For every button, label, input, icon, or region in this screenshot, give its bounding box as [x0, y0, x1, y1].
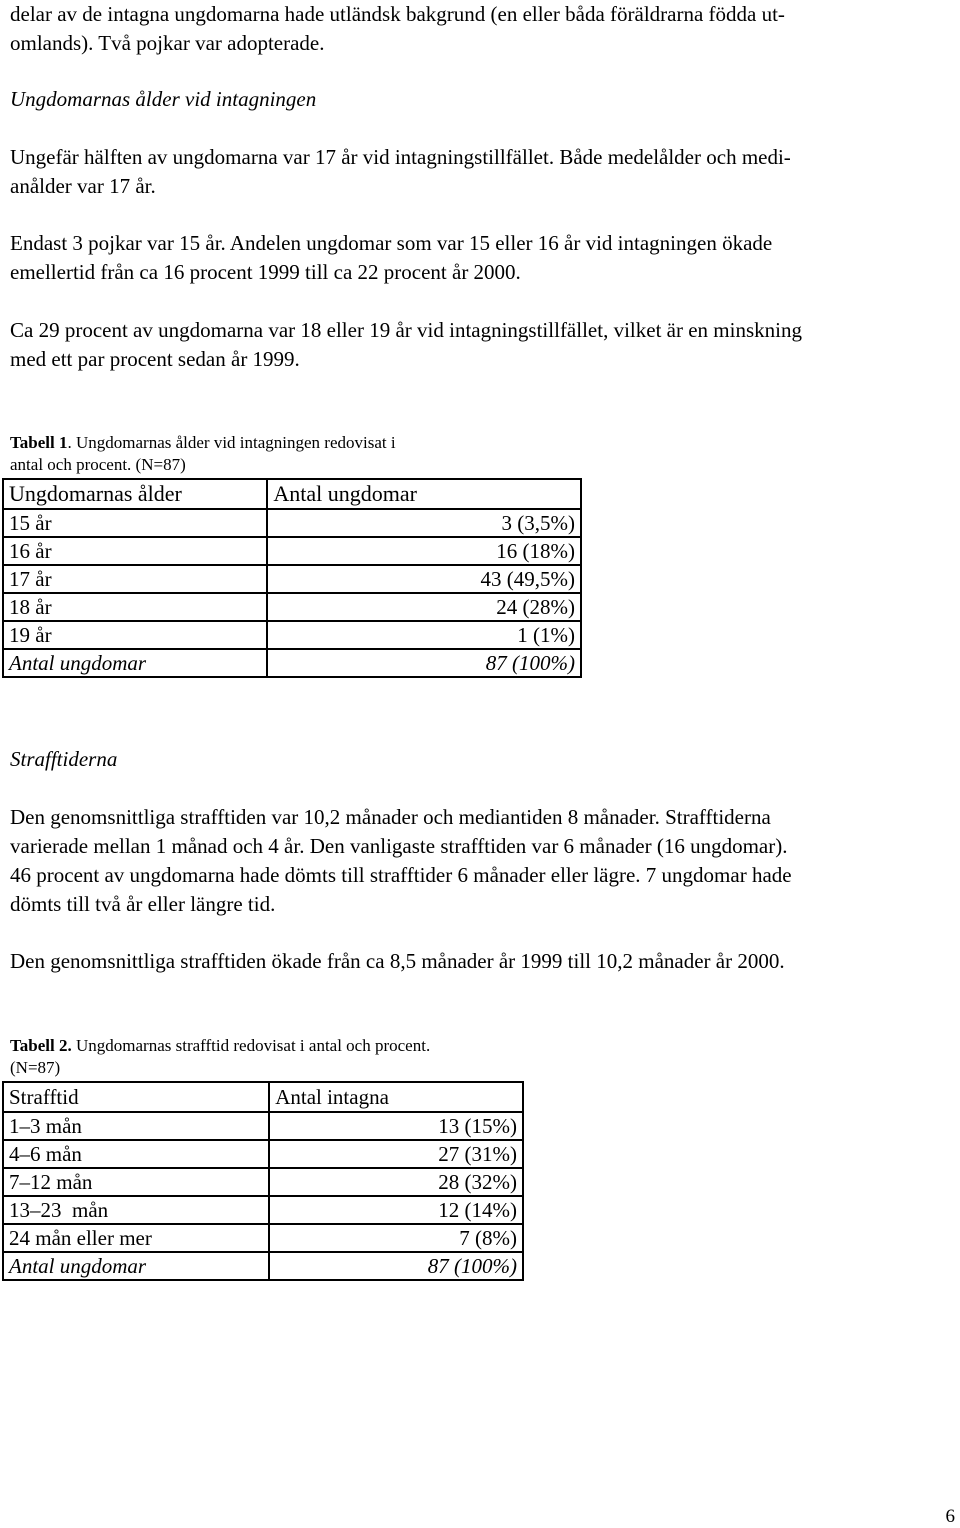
section-time-heading [10, 745, 955, 774]
column-header: Antal intagna [269, 1082, 523, 1112]
intro-paragraph [10, 0, 955, 58]
age-table [2, 478, 582, 678]
sentence-table [2, 1081, 524, 1281]
table-row [3, 509, 581, 537]
time-paragraph-2 [10, 947, 955, 976]
table-cell: 7 (8%) [269, 1224, 523, 1252]
age-paragraph-2 [10, 229, 955, 287]
table-cell: 16 år [3, 537, 267, 565]
table-row [3, 1196, 523, 1224]
caption-text: . Ungdomarnas ålder vid intagningen redovisat i [67, 433, 396, 452]
table-cell: Antal ungdomar [3, 1252, 269, 1280]
table-cell: 28 (32%) [269, 1168, 523, 1196]
text-line: emellertid från ca 16 procent 1999 till ca 22 procent år 2000. [10, 260, 521, 284]
intro-line-2: omlands). Två pojkar var adopterade. [10, 31, 325, 55]
intro-line-1: delar av de intagna ungdomarna hade utländsk bakgrund (en eller båda föräldrarna födda ut- [10, 2, 785, 26]
table-row [3, 1140, 523, 1168]
table-cell: 12 (14%) [269, 1196, 523, 1224]
text-line: dömts till två år eller längre tid. [10, 892, 276, 916]
table-cell: 7–12 mån [3, 1168, 269, 1196]
table-cell: 15 år [3, 509, 267, 537]
text-line: Ungefär hälften av ungdomarna var 17 år vid intagningstillfället. Både medelålder och medi- [10, 145, 791, 169]
caption-label: Tabell 1 [10, 433, 68, 452]
column-header: Ungdomarnas ålder [3, 479, 267, 509]
text-line: Ca 29 procent av ungdomarna var 18 eller 19 år vid intagningstillfället, vilket är en minskning [10, 318, 802, 342]
table2-caption [10, 1035, 955, 1079]
table-row [3, 565, 581, 593]
text-line: 46 procent av ungdomarna hade dömts till strafftider 6 månader eller lägre. 7 ungdomar hade [10, 863, 792, 887]
table-cell: 1–3 mån [3, 1112, 269, 1140]
text-line: Den genomsnittliga strafftiden ökade från ca 8,5 månader år 1999 till 10,2 månader år 2000. [10, 949, 785, 973]
table-cell: 24 (28%) [267, 593, 581, 621]
table-cell: 13–23 mån [3, 1196, 269, 1224]
section-age-heading [10, 85, 955, 114]
table-cell: 43 (49,5%) [267, 565, 581, 593]
table-row [3, 1112, 523, 1140]
table-cell: 4–6 mån [3, 1140, 269, 1168]
text-line: anålder var 17 år. [10, 174, 156, 198]
table-total-row [3, 649, 581, 677]
caption-text: (N=87) [10, 1058, 61, 1077]
table1-caption [10, 432, 955, 476]
table-cell: 19 år [3, 621, 267, 649]
caption-text: Ungdomarnas strafftid redovisat i antal och procent. [71, 1036, 431, 1055]
table-cell: 13 (15%) [269, 1112, 523, 1140]
column-header: Antal ungdomar [267, 479, 581, 509]
age-paragraph-1 [10, 143, 955, 201]
table-cell: 1 (1%) [267, 621, 581, 649]
table-cell: 18 år [3, 593, 267, 621]
table-cell: 3 (3,5%) [267, 509, 581, 537]
table-cell: 87 (100%) [267, 649, 581, 677]
section-heading: Ungdomarnas ålder vid intagningen [10, 87, 317, 111]
text-line: varierade mellan 1 månad och 4 år. Den vanligaste strafftiden var 6 månader (16 ungdomar). [10, 834, 788, 858]
column-header: Strafftid [3, 1082, 269, 1112]
table-row [3, 593, 581, 621]
table-header-row [3, 1082, 523, 1112]
time-paragraph-1 [10, 803, 955, 919]
table-cell: 17 år [3, 565, 267, 593]
section-heading: Strafftiderna [10, 747, 118, 771]
page-number: 6 [945, 1506, 955, 1527]
table-cell: 87 (100%) [269, 1252, 523, 1280]
table-cell: Antal ungdomar [3, 649, 267, 677]
table-cell: 24 mån eller mer [3, 1224, 269, 1252]
table-row [3, 537, 581, 565]
table-row [3, 1168, 523, 1196]
text-line: Endast 3 pojkar var 15 år. Andelen ungdomar som var 15 eller 16 år vid intagningen ökade [10, 231, 773, 255]
text-line: med ett par procent sedan år 1999. [10, 347, 300, 371]
table-cell: 27 (31%) [269, 1140, 523, 1168]
table-total-row [3, 1252, 523, 1280]
age-paragraph-3 [10, 316, 955, 374]
table-row [3, 621, 581, 649]
caption-text: antal och procent. (N=87) [10, 455, 186, 474]
caption-label: Tabell 2. [10, 1036, 72, 1055]
table-cell: 16 (18%) [267, 537, 581, 565]
text-line: Den genomsnittliga strafftiden var 10,2 månader och mediantiden 8 månader. Strafftiderna [10, 805, 771, 829]
table-header-row [3, 479, 581, 509]
table-row [3, 1224, 523, 1252]
